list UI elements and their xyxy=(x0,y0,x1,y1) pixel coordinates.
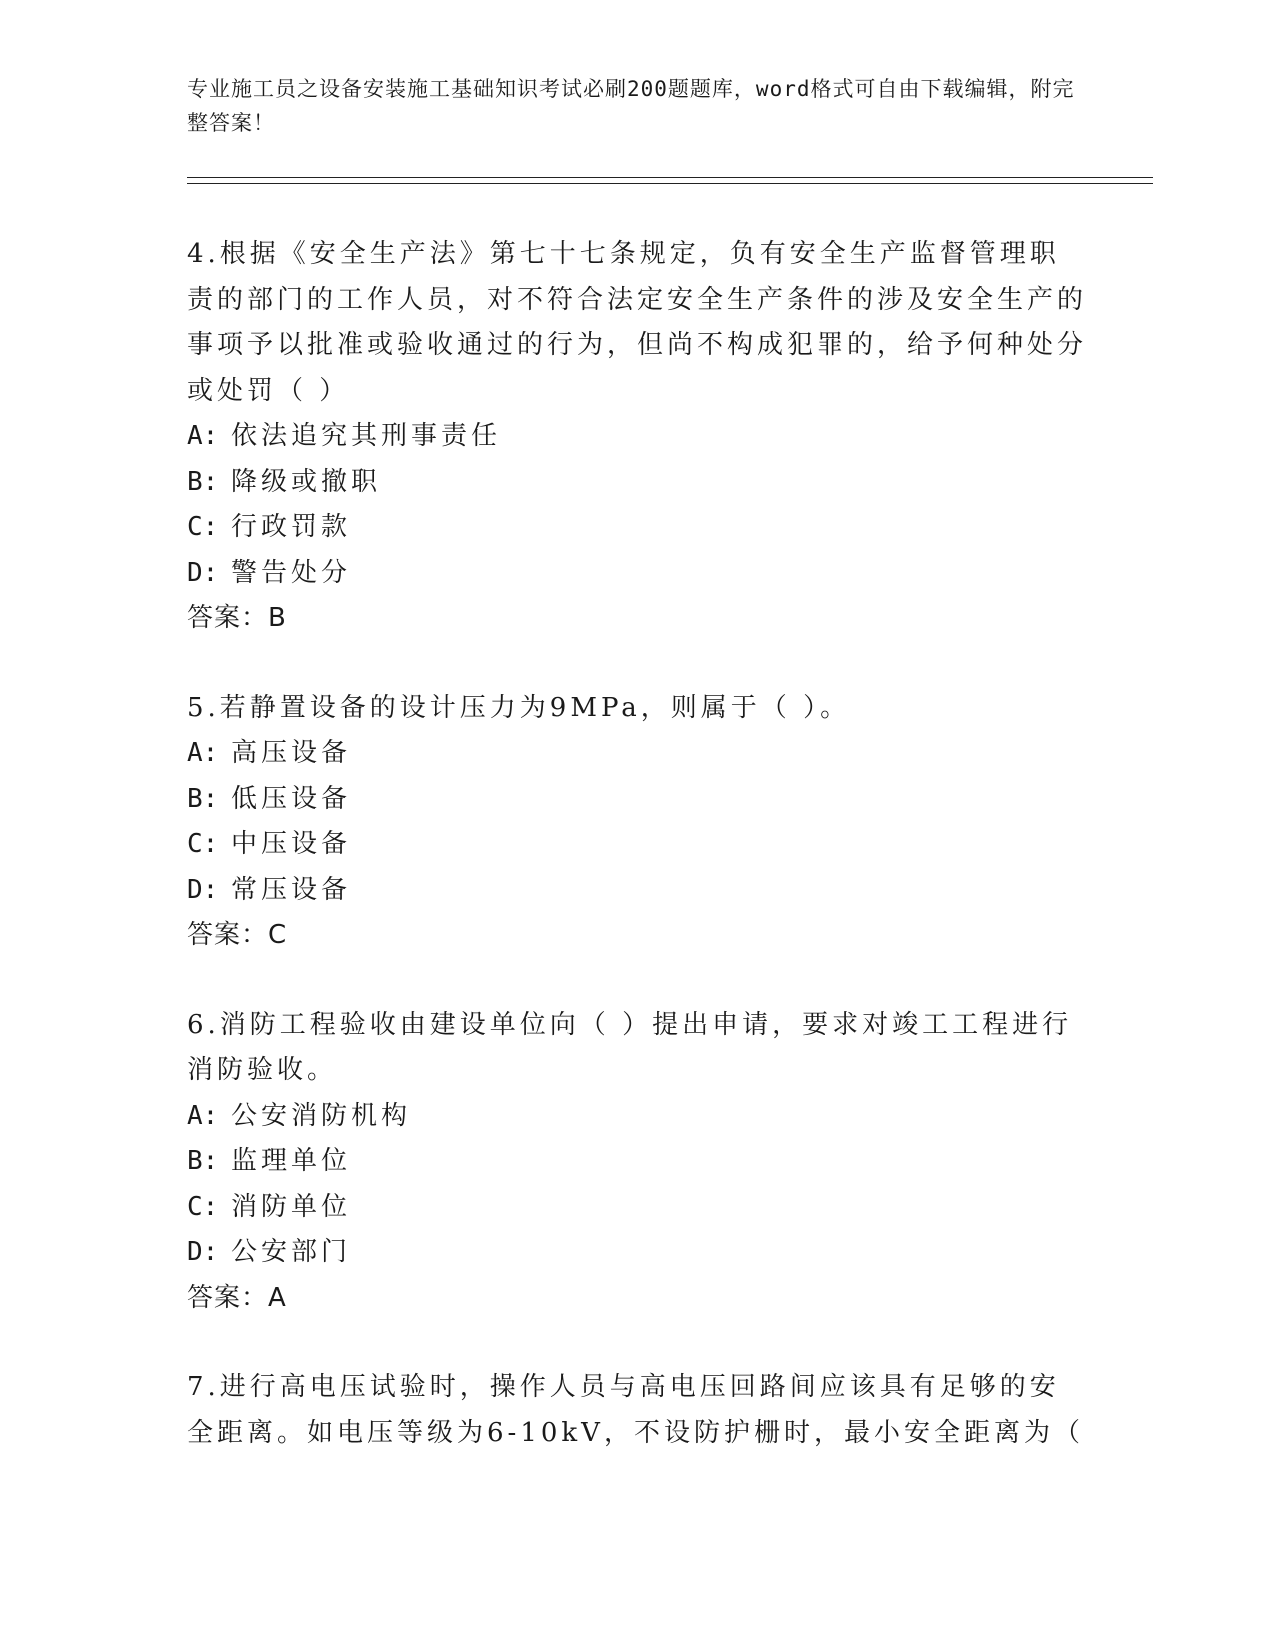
option-letter: D: xyxy=(187,1237,219,1267)
option-letter: C: xyxy=(187,829,219,859)
option-d xyxy=(187,551,1087,597)
header-divider xyxy=(187,177,1153,184)
option-text: 常压设备 xyxy=(231,874,352,905)
option-letter: C: xyxy=(187,512,219,542)
option-letter: A: xyxy=(187,738,219,768)
option-text: 降级或撤职 xyxy=(231,466,382,497)
answer-line: 答案：B xyxy=(187,603,287,633)
question-7 xyxy=(187,1365,1087,1456)
option-text: 依法追究其刑事责任 xyxy=(231,421,502,451)
option-letter: B: xyxy=(187,783,219,814)
question-stem: 7.进行高电压试验时，操作人员与高电压回路间应该具有足够的安全距离。如电压等级为6-10kV，不设防护栅时，最小安全距离为（ xyxy=(187,1372,1084,1448)
question-stem: 4.根据《安全生产法》第七十七条规定，负有安全生产监督管理职责的部门的工作人员，对不符合法定安全生产条件的涉及安全生产的事项予以批准或验收通过的行为，但尚不构成犯罪的，给予何种处分或处罚（ ） xyxy=(187,239,1088,406)
option-text: 低压设备 xyxy=(231,783,352,814)
option-text: 中压设备 xyxy=(231,829,352,859)
option-text: 警告处分 xyxy=(231,557,352,588)
option-d xyxy=(187,1230,1087,1276)
option-a xyxy=(187,414,1087,460)
option-letter: A: xyxy=(187,1100,219,1131)
option-b xyxy=(187,1139,1087,1185)
question-stem: 5.若静置设备的设计压力为9MPa，则属于（ ）。 xyxy=(187,692,851,723)
option-text: 公安消防机构 xyxy=(231,1100,412,1131)
option-b xyxy=(187,460,1087,506)
option-letter: D: xyxy=(187,874,219,905)
option-text: 监理单位 xyxy=(231,1146,352,1176)
option-c xyxy=(187,505,1087,551)
option-text: 消防单位 xyxy=(231,1191,352,1222)
question-6 xyxy=(187,1003,1087,1322)
option-letter: B: xyxy=(187,1146,219,1176)
option-letter: C: xyxy=(187,1191,219,1222)
document-header-title: 专业施工员之设备安装施工基础知识考试必刷200题题库，word格式可自由下载编辑，附完整答案！ xyxy=(187,77,1075,135)
option-c xyxy=(187,822,1087,868)
option-text: 高压设备 xyxy=(231,738,352,768)
question-5 xyxy=(187,686,1087,959)
option-a xyxy=(187,1094,1087,1140)
question-stem: 6.消防工程验收由建设单位向（ ）提出申请，要求对竣工工程进行消防验收。 xyxy=(187,1009,1073,1085)
option-letter: D: xyxy=(187,557,219,588)
option-b xyxy=(187,777,1087,823)
answer-line: 答案：C xyxy=(187,920,288,950)
option-c xyxy=(187,1185,1087,1231)
option-letter: B: xyxy=(187,466,219,497)
option-text: 行政罚款 xyxy=(231,512,352,542)
answer-line: 答案：A xyxy=(187,1282,287,1313)
option-d xyxy=(187,868,1087,914)
question-list xyxy=(187,232,1087,1500)
option-a xyxy=(187,731,1087,777)
option-letter: A: xyxy=(187,421,219,451)
option-text: 公安部门 xyxy=(231,1237,352,1267)
question-4 xyxy=(187,232,1087,642)
